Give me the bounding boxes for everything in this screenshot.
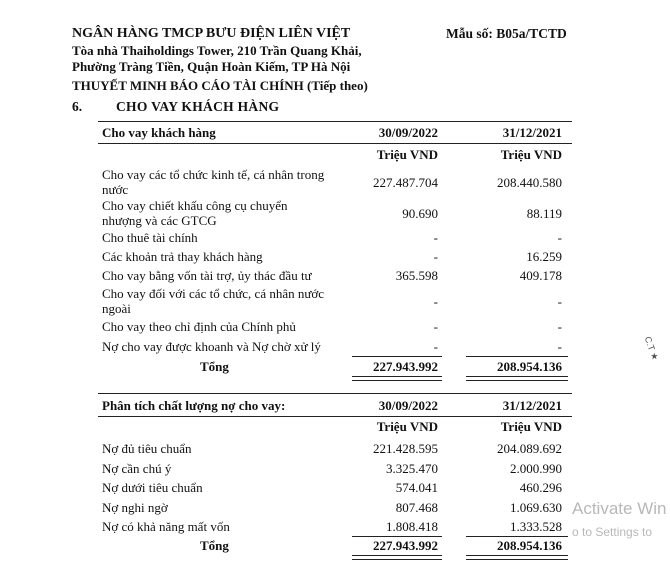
table-row-label: Cho vay theo chỉ định của Chính phủ bbox=[102, 319, 296, 334]
table-row-value-1: - bbox=[433, 294, 438, 309]
table-row-value-1: 3.325.470 bbox=[386, 461, 438, 476]
table-row-value-1: - bbox=[433, 230, 438, 245]
table-row-value-1: 221.428.595 bbox=[373, 441, 438, 456]
table-row-value-2: - bbox=[557, 339, 562, 354]
address-line-1: Tòa nhà Thaiholdings Tower, 210 Trần Quang Khải, bbox=[72, 43, 362, 58]
bank-name: NGÂN HÀNG TMCP BƯU ĐIỆN LIÊN VIỆT bbox=[72, 26, 351, 41]
total-double-rule-1 bbox=[352, 376, 442, 381]
stamp-fragment: C.T ★ bbox=[642, 335, 661, 362]
total-rule-1 bbox=[352, 356, 442, 357]
total-label: Tổng bbox=[200, 538, 229, 553]
total-value-2: 208.954.136 bbox=[497, 359, 562, 374]
table-row-value-1: 807.468 bbox=[395, 500, 438, 515]
table-row-value-2: - bbox=[557, 230, 562, 245]
table-top-rule bbox=[98, 121, 572, 122]
total-rule-2 bbox=[466, 536, 568, 537]
form-code: Mẫu số: B05a/TCTD bbox=[446, 26, 567, 41]
table-top-rule bbox=[98, 393, 572, 394]
table-row-value-2: 409.178 bbox=[519, 268, 562, 283]
column-unit-1: Triệu VND bbox=[376, 147, 438, 162]
table-row-value-2: 208.440.580 bbox=[497, 175, 562, 190]
table-row-value-2: 1.333.528 bbox=[510, 519, 562, 534]
total-double-rule-2 bbox=[466, 555, 568, 560]
total-value-1: 227.943.992 bbox=[373, 359, 438, 374]
table-row-value-1: 90.690 bbox=[402, 206, 438, 221]
total-double-rule-2 bbox=[466, 376, 568, 381]
column-unit-2: Triệu VND bbox=[500, 147, 562, 162]
table-row-label: Nợ đủ tiêu chuẩn bbox=[102, 441, 192, 456]
table-row-value-2: 2.000.990 bbox=[510, 461, 562, 476]
table-row-value-2: - bbox=[557, 319, 562, 334]
table-row-label: Cho vay bằng vốn tài trợ, ủy thác đầu tư bbox=[102, 268, 312, 283]
section-title: CHO VAY KHÁCH HÀNG bbox=[116, 99, 280, 114]
table-row-label: Nợ nghi ngờ bbox=[102, 500, 168, 515]
address-line-2: Phường Tràng Tiền, Quận Hoàn Kiếm, TP Hà Nội bbox=[72, 59, 351, 74]
table-row-label: Nợ cần chú ý bbox=[102, 461, 172, 476]
activate-windows-subtext: o to Settings to bbox=[572, 525, 653, 539]
table-row-value-1: - bbox=[433, 319, 438, 334]
table-row-value-1: - bbox=[433, 249, 438, 264]
column-unit-2: Triệu VND bbox=[500, 419, 562, 434]
column-header-date-2: 31/12/2021 bbox=[502, 125, 562, 140]
table-row-value-1: 227.487.704 bbox=[373, 175, 438, 190]
table-row-value-2: 88.119 bbox=[526, 206, 562, 221]
total-value-1: 227.943.992 bbox=[373, 538, 438, 553]
table-row-value-1: 365.598 bbox=[395, 268, 438, 283]
activate-windows-watermark: Activate Win bbox=[572, 499, 667, 518]
table-row-value-1: 574.041 bbox=[395, 480, 438, 495]
column-header-date-2: 31/12/2021 bbox=[502, 398, 562, 413]
total-double-rule-1 bbox=[352, 555, 442, 560]
table-row-label: Cho thuê tài chính bbox=[102, 230, 198, 245]
table-row-label: Nợ có khả năng mất vốn bbox=[102, 519, 230, 534]
table-row-label: Nợ dưới tiêu chuẩn bbox=[102, 480, 203, 495]
table-row-value-1: - bbox=[433, 339, 438, 354]
table-heading: Cho vay khách hàng bbox=[102, 125, 216, 140]
column-unit-1: Triệu VND bbox=[376, 419, 438, 434]
table-row-value-2: 460.296 bbox=[519, 480, 562, 495]
table-row-label: Các khoản trả thay khách hàng bbox=[102, 249, 263, 264]
table-row-value-2: 204.089.692 bbox=[497, 441, 562, 456]
table-row-value-1: 1.808.418 bbox=[386, 519, 438, 534]
table-row-label: Nợ cho vay được khoanh và Nợ chờ xử lý bbox=[102, 339, 321, 354]
total-label: Tổng bbox=[200, 359, 229, 374]
header-rule bbox=[98, 143, 572, 144]
section-number: 6. bbox=[72, 99, 83, 114]
column-header-date-1: 30/09/2022 bbox=[378, 125, 438, 140]
table-row-value-2: 16.259 bbox=[526, 249, 562, 264]
header-rule bbox=[98, 416, 572, 417]
table-row-value-2: - bbox=[557, 294, 562, 309]
column-header-date-1: 30/09/2022 bbox=[378, 398, 438, 413]
table-heading: Phân tích chất lượng nợ cho vay: bbox=[102, 398, 286, 413]
total-rule-2 bbox=[466, 356, 568, 357]
total-value-2: 208.954.136 bbox=[497, 538, 562, 553]
table-row-value-2: 1.069.630 bbox=[510, 500, 562, 515]
table-row-label: Cho vay các tổ chức kinh tế, cá nhân trong nước bbox=[102, 167, 325, 197]
report-title: THUYẾT MINH BÁO CÁO TÀI CHÍNH (Tiếp theo) bbox=[72, 78, 368, 93]
total-rule-1 bbox=[352, 536, 442, 537]
table-row-label: Cho vay đối với các tổ chức, cá nhân nước ngoài bbox=[102, 286, 325, 316]
table-row-label: Cho vay chiết khấu công cụ chuyển nhượng và các GTCG bbox=[102, 198, 288, 228]
